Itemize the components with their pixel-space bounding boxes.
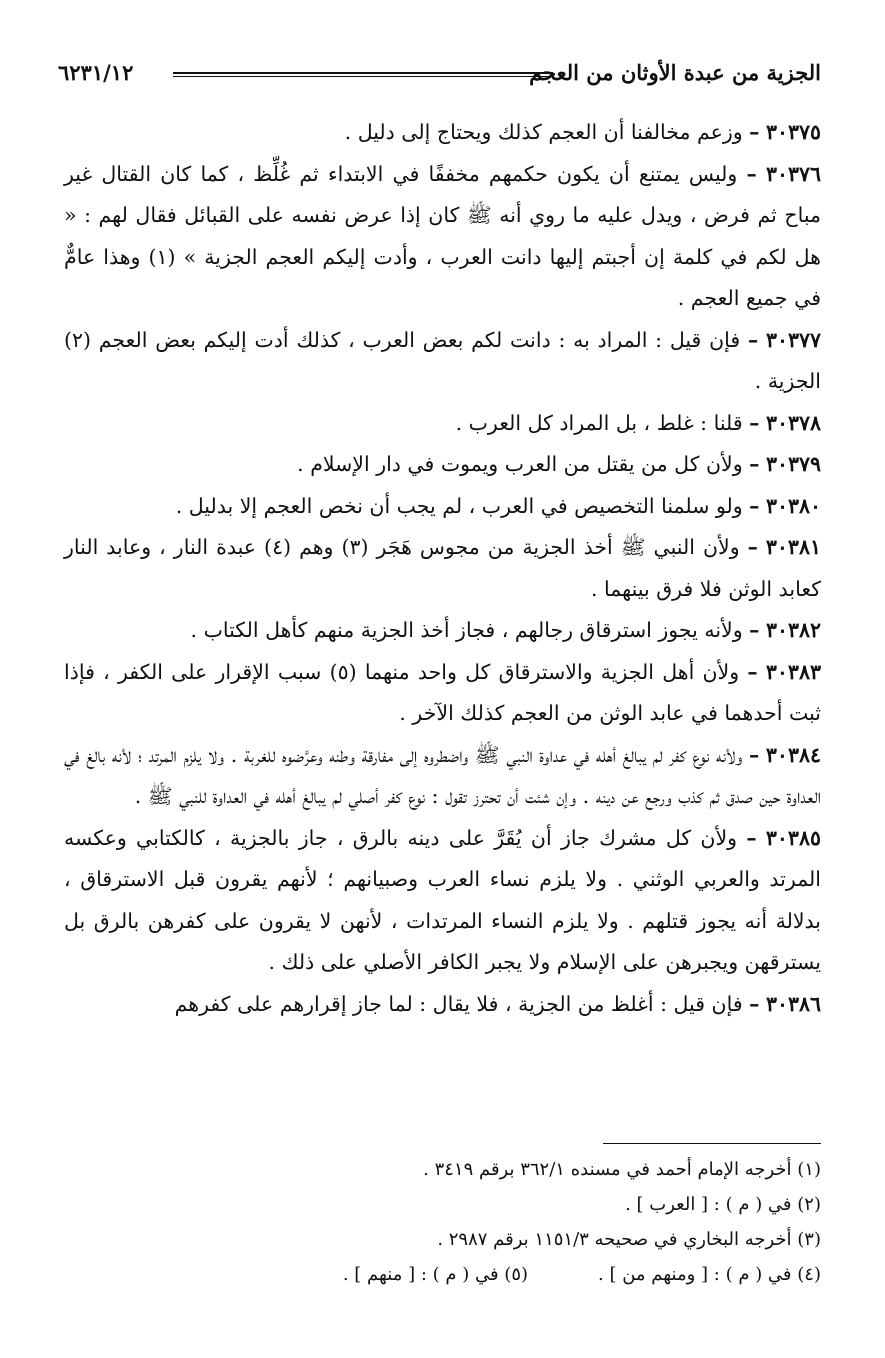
running-title: الجزية من عبدة الأوثان من العجم xyxy=(529,60,821,85)
paragraph-text: ولأن كل مشرك جاز أن يُقَرَّ على دينه بالرق ، جاز بالجزية ، كالكتابي وعكسه المرتد والعربي الوثني . ولا يلزم نساء العرب وصبيانهم ؛ لأنهم يقرون قبل الاسترقاق ، بدلالة أنه يجوز قتلهم . ولا يلزم النساء المرتدات ، لأنهن لا يقرون على كفرهن بالرق بل يسترقهن ويجبرهن على الإسلام ولا يجبر الكافر الأصلي على ذلك . xyxy=(64,825,821,974)
paragraph-text: ولأنه نوع كفر لم يبالغ أهله في عداوة النبي ﷺ واضطروه إلى مفارقة وطنه وعرَّضوه للغربة . ولا يلزم المرتد ؛ لأنه بالغ في العداوة حين صدق ثم كذب ورجع عن دينه . وإن شئت أن تحترز تقول : نوع كفر أصلي لم يبالغ أهله في العداوة للنبي ﷺ . xyxy=(64,742,821,808)
paragraph-text: ولأن النبي ﷺ أخذ الجزية من مجوس هَجَر (٣) وهم (٤) عبدة النار ، وعابد النار كعابد الوثن فلا فرق بينهما . xyxy=(64,535,821,601)
paragraph-text: وزعم مخالفنا أن العجم كذلك ويحتاج إلى دليل . xyxy=(344,120,743,144)
paragraph: ٣٠٣٨١ – ولأن النبي ﷺ أخذ الجزية من مجوس هَجَر (٣) وهم (٤) عبدة النار ، وعابد النار كعابد الوثن فلا فرق بينهما . xyxy=(64,535,821,601)
paragraph-number: ٣٠٣٨٤ xyxy=(765,742,821,767)
page-number: ٦٢٣١/١٢ xyxy=(58,60,134,85)
paragraph-text: ولو سلمنا التخصيص في العرب ، لم يجب أن نخص العجم إلا بدليل . xyxy=(175,493,743,518)
paragraph: ٣٠٣٨٤ – ولأنه نوع كفر لم يبالغ أهله في عداوة النبي ﷺ واضطروه إلى مفارقة وطنه وعرَّضوه للغربة . ولا يلزم المرتد ؛ لأنه بالغ في العداوة حين صدق ثم كذب ورجع عن دينه . وإن شئت أن تحترز تقول : نوع كفر أصلي لم يبالغ أهله في العداوة للنبي ﷺ . xyxy=(64,742,821,808)
paragraph-number: ٣٠٣٧٦ xyxy=(765,161,821,186)
paragraph-text: ولأنه يجوز استرقاق رجالهم ، فجاز أخذ الجزية منهم كأهل الكتاب . xyxy=(190,618,743,642)
paragraph-number: ٣٠٣٧٧ xyxy=(765,327,821,352)
paragraph: ٣٠٣٨٣ – ولأن أهل الجزية والاسترقاق كل واحد منهما (٥) سبب الإقرار على الكفر ، فإذا ثبت أحدهما في عابد الوثن من العجم كذلك الآخر . xyxy=(64,659,821,725)
footnote: (٤) في ( م ) : [ ومنهم من ] . xyxy=(598,1264,821,1285)
paragraph-number: ٣٠٣٧٥ xyxy=(765,120,821,144)
footnote-rule xyxy=(603,1143,821,1144)
paragraph: ٣٠٣٨٢ – ولأنه يجوز استرقاق رجالهم ، فجاز أخذ الجزية منهم كأهل الكتاب . xyxy=(190,618,821,642)
paragraph: ٣٠٣٧٩ – ولأن كل من يقتل من العرب ويموت في دار الإسلام . xyxy=(297,452,821,476)
paragraph-number: ٣٠٣٧٨ xyxy=(765,410,821,435)
paragraph-text: ولأن كل من يقتل من العرب ويموت في دار الإسلام . xyxy=(297,452,743,476)
paragraph-text: وليس يمتنع أن يكون حكمهم مخففًا في الابتداء ثم غُلِّظ ، كما كان القتال غير مباح ثم فرض ، ويدل عليه ما روي أنه ﷺ كان إذا عرض نفسه على القبائل فقال لهم : « هل لكم في كلمة إن أجبتم إليها دانت العرب ، وأدت إليكم العجم الجزية » (١) وهذا عامٌّ في جميع العجم . xyxy=(64,161,821,310)
paragraph: ٣٠٣٧٥ – وزعم مخالفنا أن العجم كذلك ويحتاج إلى دليل . xyxy=(344,120,821,144)
footnote: (١) أخرجه الإمام أحمد في مسنده ٣٦٢/١ برقم ٣٤١٩ . xyxy=(423,1159,821,1180)
footnotes xyxy=(64,1152,821,1292)
paragraph: ٣٠٣٧٨ – قلنا : غلط ، بل المراد كل العرب . xyxy=(455,410,821,435)
paragraph-number: ٣٠٣٧٩ xyxy=(765,452,821,476)
paragraph: ٣٠٣٨٥ – ولأن كل مشرك جاز أن يُقَرَّ على دينه بالرق ، جاز بالجزية ، كالكتابي وعكسه المرتد والعربي الوثني . ولا يلزم نساء العرب وصبيانهم ؛ لأنهم يقرون قبل الاسترقاق ، بدلالة أنه يجوز قتلهم . ولا يلزم النساء المرتدات ، لأنهن لا يقرون على كفرهن بالرق بل يسترقهن ويجبرهن على الإسلام ولا يجبر الكافر الأصلي على ذلك . xyxy=(64,825,821,974)
paragraph: ٣٠٣٧٧ – فإن قيل : المراد به : دانت لكم بعض العرب ، كذلك أدت إليكم بعض العجم (٢) الجزية . xyxy=(64,327,821,393)
paragraph-number: ٣٠٣٨١ xyxy=(765,535,821,559)
paragraph: ٣٠٣٨٦ – فإن قيل : أغلظ من الجزية ، فلا يقال : لما جاز إقرارهم على كفرهم xyxy=(174,991,821,1016)
paragraph-number: ٣٠٣٨٥ xyxy=(765,825,821,850)
paragraph-text: فإن قيل : أغلظ من الجزية ، فلا يقال : لما جاز إقرارهم على كفرهم xyxy=(174,991,743,1016)
paragraph-number: ٣٠٣٨٦ xyxy=(765,991,821,1016)
paragraph-number: ٣٠٣٨٠ xyxy=(765,493,821,518)
paragraph-number: ٣٠٣٨٢ xyxy=(765,618,821,642)
footnote: (٣) أخرجه البخاري في صحيحه ١١٥١/٣ برقم ٢٩٨٧ . xyxy=(437,1229,821,1250)
main-text xyxy=(64,112,821,1025)
footnote: (٢) في ( م ) : [ العرب ] . xyxy=(625,1194,821,1215)
paragraph-text: ولأن أهل الجزية والاسترقاق كل واحد منهما (٥) سبب الإقرار على الكفر ، فإذا ثبت أحدهما في عابد الوثن من العجم كذلك الآخر . xyxy=(64,659,821,725)
paragraph-text: فإن قيل : المراد به : دانت لكم بعض العرب ، كذلك أدت إليكم بعض العجم (٢) الجزية . xyxy=(64,327,821,393)
footnote-row xyxy=(64,1257,821,1292)
footnote: (٥) في ( م ) : [ منهم ] . xyxy=(342,1264,529,1285)
paragraph: ٣٠٣٧٦ – وليس يمتنع أن يكون حكمهم مخففًا في الابتداء ثم غُلِّظ ، كما كان القتال غير مباح ثم فرض ، ويدل عليه ما روي أنه ﷺ كان إذا عرض نفسه على القبائل فقال لهم : « هل لكم في كلمة إن أجبتم إليها دانت العرب ، وأدت إليكم العجم الجزية » (١) وهذا عامٌّ في جميع العجم . xyxy=(64,161,821,310)
paragraph: ٣٠٣٨٠ – ولو سلمنا التخصيص في العرب ، لم يجب أن نخص العجم إلا بدليل . xyxy=(175,493,821,518)
paragraph-text: قلنا : غلط ، بل المراد كل العرب . xyxy=(455,410,743,435)
paragraph-number: ٣٠٣٨٣ xyxy=(765,659,821,684)
header-rule xyxy=(173,72,553,77)
running-header xyxy=(58,58,821,94)
